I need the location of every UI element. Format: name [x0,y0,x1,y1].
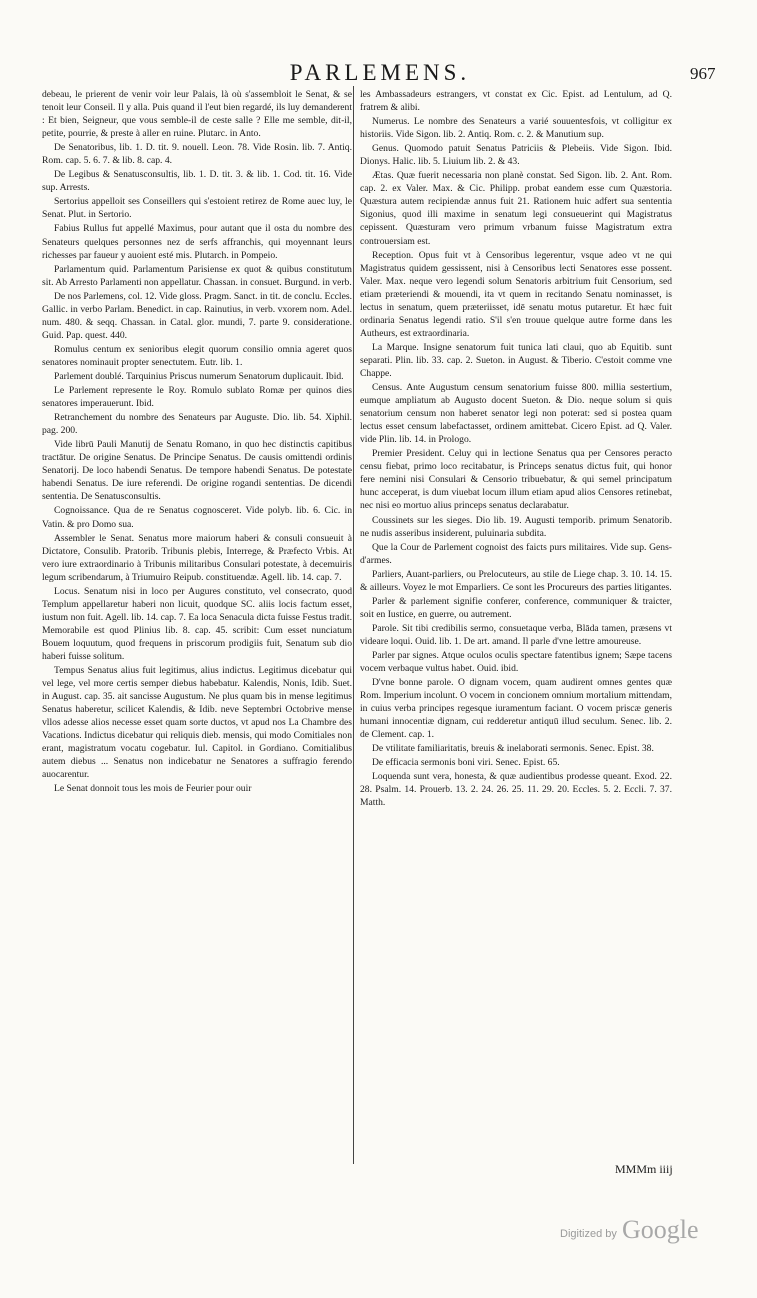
paragraph: debeau, le prierent de venir voir leur Palais, là où s'assembloit le Senat, & se tenoit leur Conseil. Il y alla. Puis quand il l'eut bien regardé, ils luy demanderent : Et bien, Seigneur, que vous semble-il de ceste salle ? Elle me semble, dit-il, petite, pourrie, & preste à aller en ruine. Plutarc. in Anto. [42,89,352,140]
paragraph: Romulus centum ex senioribus elegit quorum consilio omnia ageret quos senatores nominauit propter senectutem. Eutr. lib. 1. [42,343,352,368]
paragraph: les Ambassadeurs estrangers, vt constat ex Cic. Epist. ad Lentulum, ad Q. fratrem & alibi. [360,89,672,114]
left-column [42,88,352,796]
paragraph: La Marque. Insigne senatorum fuit tunica lati claui, quo ab Equitib. sunt separati. Plin. lib. 33. cap. 2. Sueton. in August. & Tiberio. C'estoit comme vne Chappe. [360,341,672,379]
paragraph: Le Senat donnoit tous les mois de Feurier pour ouir [54,783,252,795]
paragraph: Parliers, Auant-parliers, ou Prelocuteurs, au stile de Liege chap. 3. 10. 14. 15. & ailleurs. Voyez le mot Emparliers. Ce sont les Procureurs des parties litigantes. [360,568,672,593]
page-number: 967 [690,64,716,83]
paragraph: Le Parlement represente le Roy. Romulo sublato Romæ per quinos dies senatores imperauerunt. Ibid. [42,385,352,410]
paragraph: Coussinets sur les sieges. Dio lib. 19. Augusti temporib. primum Senatorib. ne nudis asseribus insiderent, puluinaria subdita. [360,514,672,539]
paragraph: De efficacia sermonis boni viri. Senec. Epist. 65. [372,757,560,769]
paragraph: Fabius Rullus fut appellé Maximus, pour autant que il osta du nombre des Senateurs quelques personnes nez de serfs affranchis, qui moyennant leurs richesses par faueur y auoient esté mis. Plutarch. in Pompeio. [42,223,352,261]
signature-mark: MMMm iiij [615,1162,673,1176]
running-title: PARLEMENS. [289,60,471,85]
paragraph: Cognoissance. Qua de re Senatus cognosceret. Vide polyb. lib. 6. Cic. in Vatin. & pro Domo sua. [42,505,352,530]
paragraph: Census. Ante Augustum censum senatorium fuisse 800. millia sestertium, eumque ampliatum ab Augusto docent Sueton. & Dio. neque solum si quis senatorium censum non haberet senator legi non poterat: sed si postea quam lectus esset censum labefactasset, ordinem amittebat. Cicero Epist. ad Q. Valer. vide Plin. lib. 14. in Prologo. [360,382,672,446]
paragraph: D'vne bonne parole. O dignam vocem, quam audirent omnes gentes quæ Rom. Imperium incolunt. O vocem in concionem omnium mortalium mittendam, in cuius verba principes regesque iuramentum faciant. O vocem priscæ generis humani innocentiæ dignam, cui redderetur antiquū illud seculum. Senec. lib. 2. de Clement. cap. 1. [360,677,672,741]
paragraph: Parler par signes. Atque oculos oculis spectare fatentibus ignem; Sæpe tacens vocem verbaque vultus habet. Ouid. ibid. [360,649,672,675]
paragraph: De vtilitate familiaritatis, breuis & inelaborati sermonis. Senec. Epist. 38. [372,743,654,755]
paragraph: Vide librū Pauli Manutij de Senatu Romano, in quo hec distinctis capitibus tractātur. De origine Senatus. De Principe Senatus. De causis omittendi ordinis Senatorij. De loco habendi Senatus. De tempore habendi Senatus. De potestate habendi Senatus. De iure referendi. De origine rogandi sententias. De dicendi sententia. De Senatusconsultis. [42,439,352,503]
paragraph: Locus. Senatum nisi in loco per Augures constituto, vel consecrato, quod Templum appellaretur haberi non licuit, quodque SC. aliis locis factum esset, iustum non fuit. Agell. lib. 14. cap. 7. Ea loca Senacula dicta fuisse Festus tradit. Memorabile est quod Plinius lib. 8. cap. 45. scribit: Cum esset nunciatum Bouem loquutum, quod frequens in priscorum prodigiis fuit, Senatum sub dio haberi fuisse solitum. [42,585,352,662]
digitized-by-label: Digitized by [560,1228,617,1240]
paragraph: Numerus. Le nombre des Senateurs a varié souuentesfois, vt colligitur ex historiis. Vide Sigon. lib. 2. Antiq. Rom. c. 2. & Manutium sup. [360,116,672,141]
paragraph: Premier President. Celuy qui in lectione Senatus qua per Censores peracto censu fiebat, primo loco recitabatur, is Princeps senatus dictus fuit, qui honor fere nemini nisi Consulari & Censorio tribuebatur, & qui semel principatum hunc acceperat, is dum viuebat locum illum etiam apud alios Censores retinebat, nec nisi eo mortuo alius princeps senatus declarabatur. [360,448,672,512]
paragraph: De Legibus & Senatusconsultis, lib. 1. D. tit. 3. & lib. 1. Cod. tit. 16. Vide sup. Arrests. [42,169,352,194]
paragraph: Parlement doublé. Tarquinius Priscus numerum Senatorum duplicauit. Ibid. [54,370,344,382]
paragraph: Parole. Sit tibi credibilis sermo, consuetaque verba, Blāda tamen, præsens vt videare loqui. Ouid. lib. 1. De art. amand. Il parle d'vne lettre amoureuse. [360,622,672,647]
paragraph: Ætas. Quæ fuerit necessaria non planè constat. Sed Sigon. lib. 2. Ant. Rom. cap. 2. ex Valer. Max. & Cic. Philipp. probat eandem esse cum Quæstoria. Quæstura autem recipiendæ annus fuit 21. Rationem huic adfert sua sententia Sigonius, quod illi maxime in senatum legi consueuerint qui Magistratus cepissent. Quæsturam vero primum vrbanum fuisse Magistratum extra controuersiam est. [360,170,672,247]
paragraph: De nos Parlemens, col. 12. Vide gloss. Pragm. Sanct. in tit. de conclu. Eccles. Gallic. in verbo Parlam. Benedict. in cap. Rainutius, in verb. vxorem nom. Adel. num. 480. & seqq. Chassan. in Catal. glor. mundi, 7. parte 9. consideratione. Guid. Pap. quest. 440. [42,290,352,341]
paragraph: Loquenda sunt vera, honesta, & quæ audientibus prodesse queant. Exod. 22. 28. Psalm. 14. Prouerb. 13. 2. 24. 26. 25. 11. 29. 20. Eccles. 5. 2. Eccli. 7. 37. Matth. [360,771,672,809]
paragraph: Que la Cour de Parlement cognoist des faicts purs militaires. Vide sup. Gens-d'armes. [360,541,672,566]
google-watermark: Google [622,1215,699,1244]
paragraph: Tempus Senatus alius fuit legitimus, alius indictus. Legitimus dicebatur qui vel lege, vel more certis semper diebus habebatur. Kalendis, Nonis, Idib. Suet. in August. cap. 35. ait sancisse Augustum. Ne plus quam bis in mense legitimus Senatus haberetur, scilicet Kalendis, & Idib. neve Septembri Octobrive mense vllos adesse alios necesse esset quam sorte ductos, vt apud nos La Chambre des Vacations. Indictus dicebatur qui reliquis dieb. mensis, qui modo Comitiales non erant, magistratum vocatu cogebatur. Iul. Capitol. in Gordiano. Comitialibus autem diebus ... Senatus non indicebatur ne Senatores a suffragio ferendo auocarentur. [42,665,352,781]
right-column [360,88,672,811]
column-rule [353,86,354,1164]
paragraph: Parler & parlement signifie conferer, conference, communiquer & traicter, soit en Iustice, en guerre, ou autrement. [360,595,672,620]
paragraph: Assembler le Senat. Senatus more maiorum haberi & consuli consueuit à Dictatore, Consulib. Pratorib. Tribunis plebis, Interrege, & Præfecto Vrbis. At vero iure extraordinario à Tribunis militaribus Consulari potestate, à decemuiris legum scribendarum, à Triumuiro Reipub. constituendæ. Agell. lib. 14. cap. 7. [42,532,352,583]
paragraph: Parlamentum quid. Parlamentum Parisiense ex quot & quibus constitutum sit. Ab Arresto Parlamenti non appellatur. Chassan. in consuet. Burgund. in verb. [42,263,352,288]
paragraph: Genus. Quomodo patuit Senatus Patriciis & Plebeiis. Vide Sigon. Ibid. Dionys. Halic. lib. 5. Liuium lib. 2. & 43. [360,143,672,168]
paragraph: Reception. Opus fuit vt à Censoribus legerentur, vsque adeo vt ne qui Magistratus quidem gessissent, nisi à Censoribus lecti Senatores esse possent. Valer. Max. neque vero legendi solum Senatoris arbitrium fuit Censorium, sed etiam præteriendi & mouendi, ita vt quem in recitando Senatu nominasset, is lectus in senatum, quem præteriisset, idē senatu motus putaretur. Et hæc fuit ordinaria Senatus legendi ratio. S'il s'en trouue quelque autre forme dans les Autheurs, est extraordinaria. [360,249,672,339]
paragraph: Retranchement du nombre des Senateurs par Auguste. Dio. lib. 54. Xiphil. pag. 200. [42,412,352,437]
paragraph: De Senatoribus, lib. 1. D. tit. 9. nouell. Leon. 78. Vide Rosin. lib. 7. Antiq. Rom. cap. 5. 6. 7. & lib. 8. cap. 4. [42,142,352,167]
paragraph: Sertorius appelloit ses Conseillers qui s'estoient retirez de Rome auec luy, le Senat. Plut. in Sertorio. [42,196,352,221]
